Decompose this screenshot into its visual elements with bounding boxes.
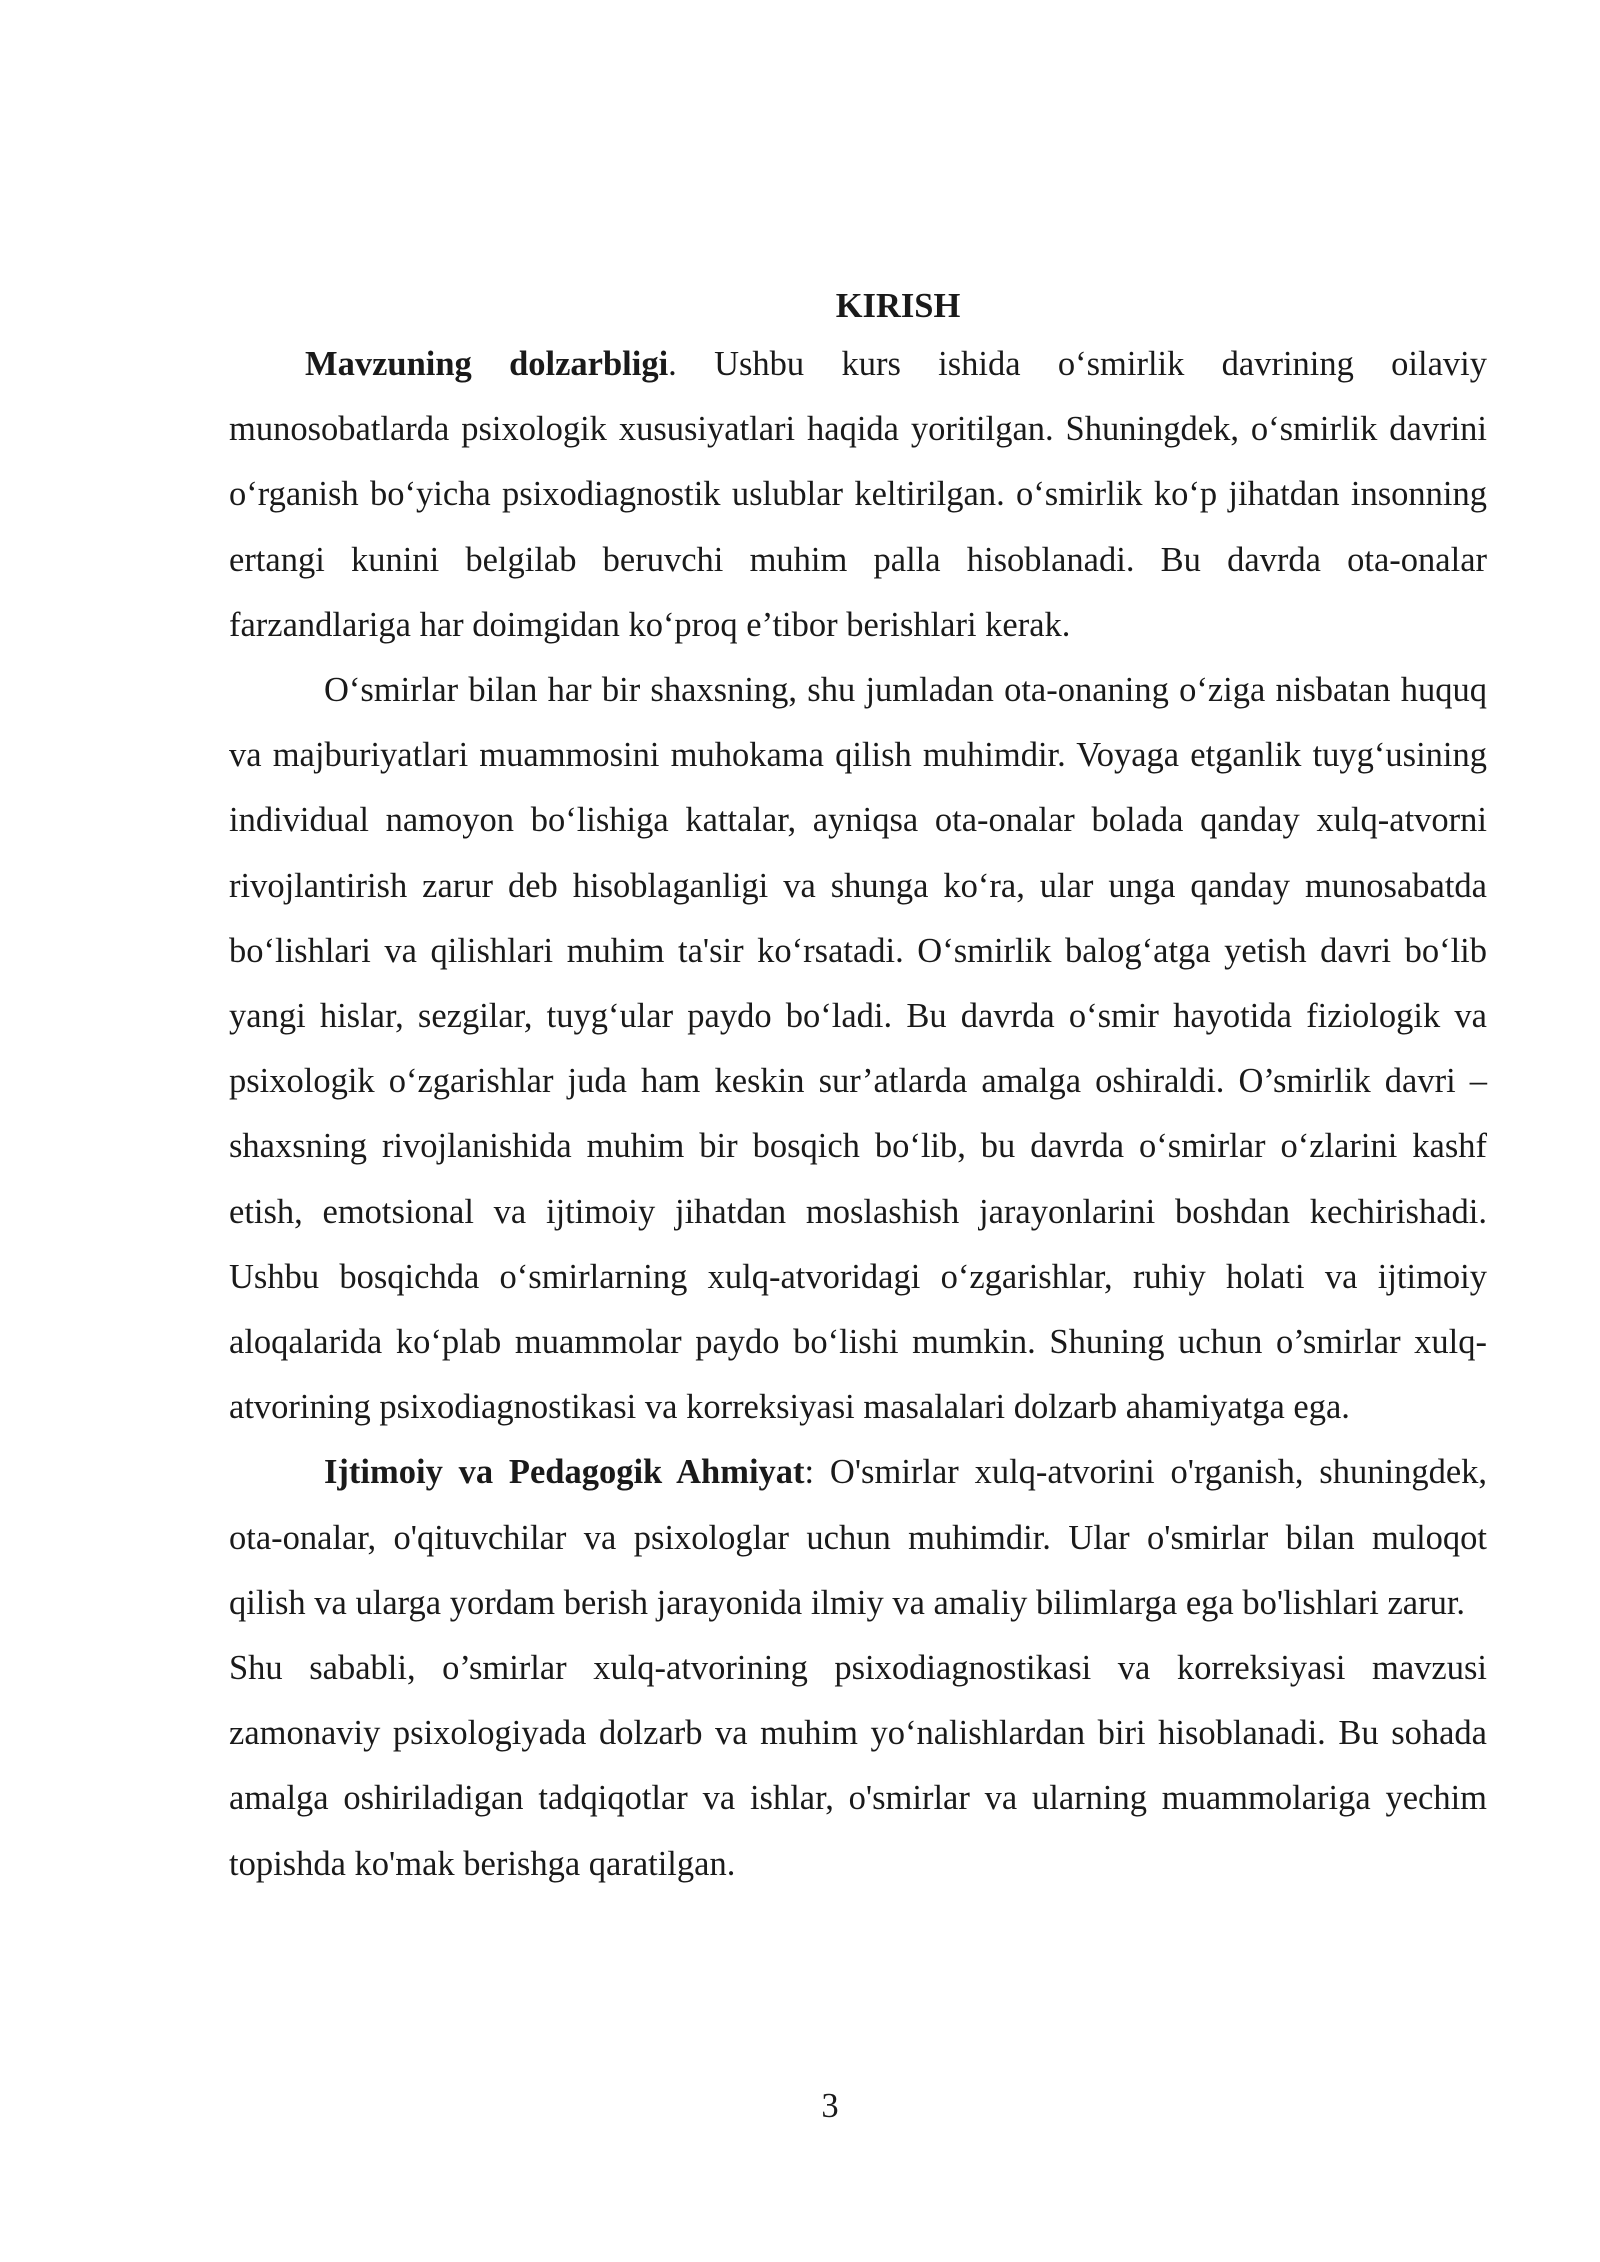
page-content bbox=[229, 280, 1487, 1897]
paragraph-significance bbox=[229, 1440, 1487, 1636]
paragraph-lead-relevance: Mavzuning dolzarbligi bbox=[305, 345, 669, 383]
paragraph-text: O‘smirlar bilan har bir shaxsning, shu jumladan ota-onaning o‘ziga nisbatan huquq va majburiyatlari muammosini muhokama qilish muhimdir. Voyaga etganlik tuyg‘usining individual namoyon bo‘lishiga kattalar, ayniqsa ota-onalar bolada qanday xulq-atvorni rivojlantirish zarur deb hisoblaganligi va shunga ko‘ra, ular unga qanday munosabatda bo‘lishlari va qilishlari muhim ta'sir ko‘rsatadi. O‘smirlik balog‘atga yetish davri bo‘lib yangi hislar, sezgilar, tuyg‘ular paydo bo‘ladi. Bu davrda o‘smir hayotida fiziologik va psixologik o‘zgarishlar juda ham keskin sur’atlarda amalga oshiraldi. O’smirlik davri – shaxsning rivojlanishida muhim bir bosqich bo‘lib, bu davrda o‘smirlar o‘zlarini kashf etish, emotsional va ijtimoiy jihatdan moslashish jarayonlarini boshdan kechirishadi. Ushbu bosqichda o‘smirlarning xulq-atvoridagi o‘zgarishlar, ruhiy holati va ijtimoiy aloqalarida ko‘plab muammolar paydo bo‘lishi mumkin. Shuning uchun o’smirlar xulq-atvorining psixodiagnostikasi va korreksiyasi masalalari dolzarb ahamiyatga ega. bbox=[229, 671, 1487, 1427]
paragraph-lead-significance: Ijtimoiy va Pedagogik Ahmiyat bbox=[324, 1453, 805, 1492]
page-number: 3 bbox=[821, 2087, 839, 2125]
paragraph-text: O'smirlar xulq-atvorini o'rganish, shuningdek, ota-onalar, o'qituvchilar va psixologlar uchun muhimdir. Ular o'smirlar bilan muloqot qilish va ularga yordam berish jarayonida ilmiy va amaliy bilimlarga ega bo'lishlari zarur. bbox=[229, 1453, 1488, 1622]
paragraph-adolescents bbox=[229, 658, 1487, 1440]
paragraph-relevance bbox=[229, 332, 1487, 658]
paragraph-conclusion bbox=[229, 1636, 1487, 1897]
section-heading: KIRISH bbox=[835, 287, 961, 325]
paragraph-text: Shu sababli, o’smirlar xulq-atvorining psixodiagnostikasi va korreksiyasi mavzusi zamonaviy psixologiyada dolzarb va muhim yo‘nalishlardan biri hisoblanadi. Bu sohada amalga oshiriladigan tadqiqotlar va ishlar, o'smirlar va ularning muammolariga yechim topishda ko'mak berishga qaratilgan. bbox=[229, 1649, 1487, 1883]
paragraph-lead-punct: : bbox=[804, 1453, 815, 1492]
paragraph-text: Ushbu kurs ishida o‘smirlik davrining oilaviy munosobatlarda psixologik xususiyatlari haqida yoritilgan. Shuningdek, o‘smirlik davrini o‘rganish bo‘yicha psixodiagnostik uslublar keltirilgan. o‘smirlik ko‘p jihatdan insonning ertangi kunini belgilab beruvchi muhim palla hisoblanadi. Bu davrda ota-onalar farzandlariga har doimgidan ko‘proq e’tibor berishlari kerak. bbox=[229, 345, 1487, 644]
paragraph-lead-punct: . bbox=[668, 345, 677, 383]
